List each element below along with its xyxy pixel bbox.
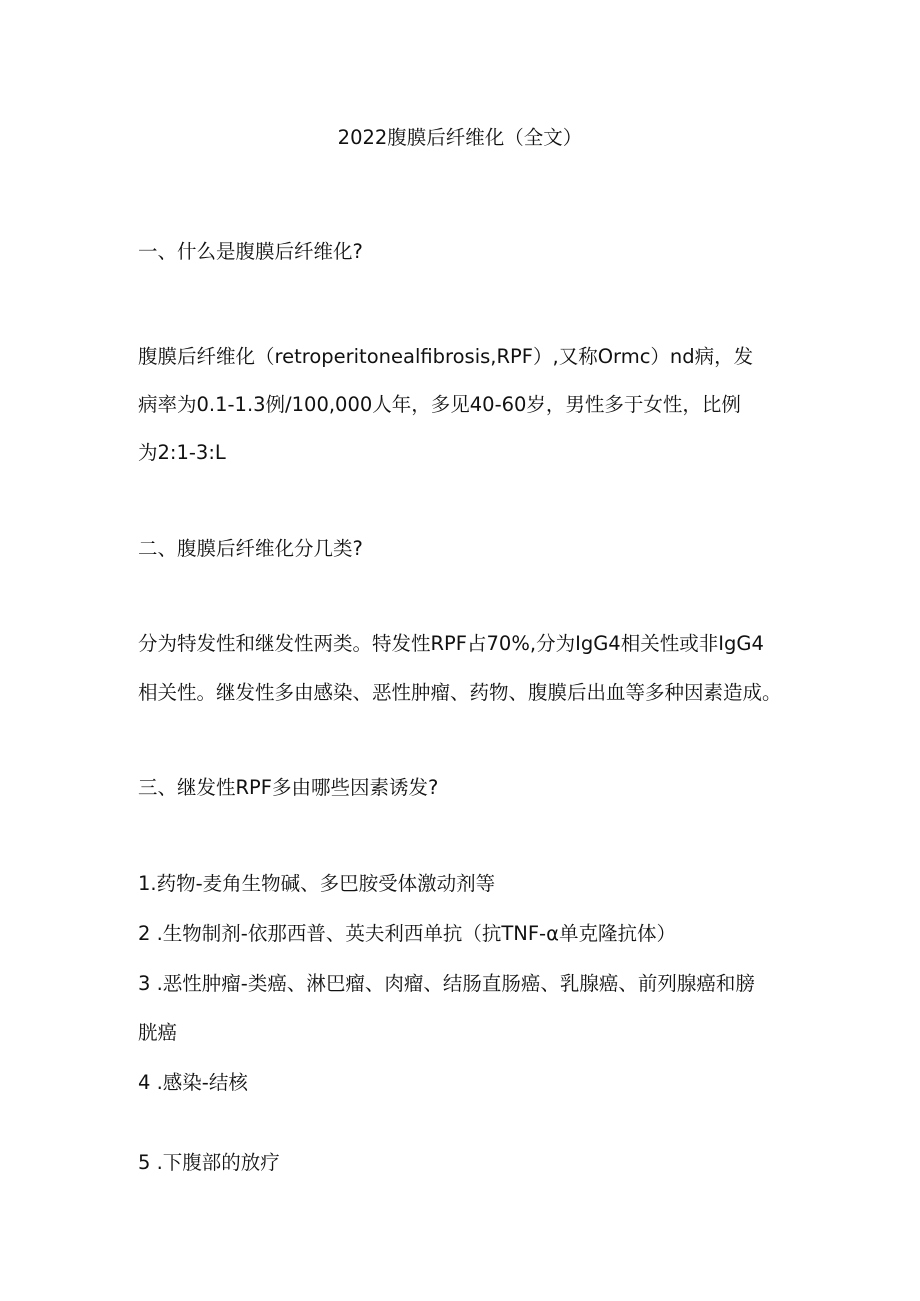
list-item: 2 .生物制剂-依那西普、英夫利西单抗（抗TNF-α单克隆抗体） <box>138 922 676 945</box>
paragraph-line: 病率为0.1-1.3例/100,000人年，多见40-60岁，男性多于女性，比例 <box>138 393 741 416</box>
list-item: 1.药物-麦角生物碱、多巴胺受体激动剂等 <box>138 872 496 895</box>
list-item: 3 .恶性肿瘤-类癌、淋巴瘤、肉瘤、结肠直肠癌、乳腺癌、前列腺癌和膀 <box>138 972 755 995</box>
paragraph-line: 为2:1-3:L <box>138 441 226 464</box>
document-title: 2022腹膜后纤维化（全文） <box>337 126 583 149</box>
section-heading-3: 三、继发性RPF多由哪些因素诱发? <box>138 776 439 799</box>
list-item: 4 .感染-结核 <box>138 1071 248 1094</box>
list-item: 5 .下腹部的放疗 <box>138 1151 280 1174</box>
paragraph-line: 相关性。继发性多由感染、恶性肿瘤、药物、腹膜后出血等多种因素造成。 <box>138 681 782 704</box>
section-heading-2: 二、腹膜后纤维化分几类? <box>138 537 363 560</box>
paragraph-line: 腹膜后纤维化（retroperitonealfibrosis,RPF）,又称Ormc）nd病，发 <box>138 345 754 368</box>
section-heading-1: 一、什么是腹膜后纤维化? <box>138 240 363 263</box>
paragraph-line: 分为特发性和继发性两类。特发性RPF占70%,分为IgG4相关性或非IgG4 <box>138 632 764 655</box>
list-item-continuation: 胱癌 <box>138 1021 178 1044</box>
